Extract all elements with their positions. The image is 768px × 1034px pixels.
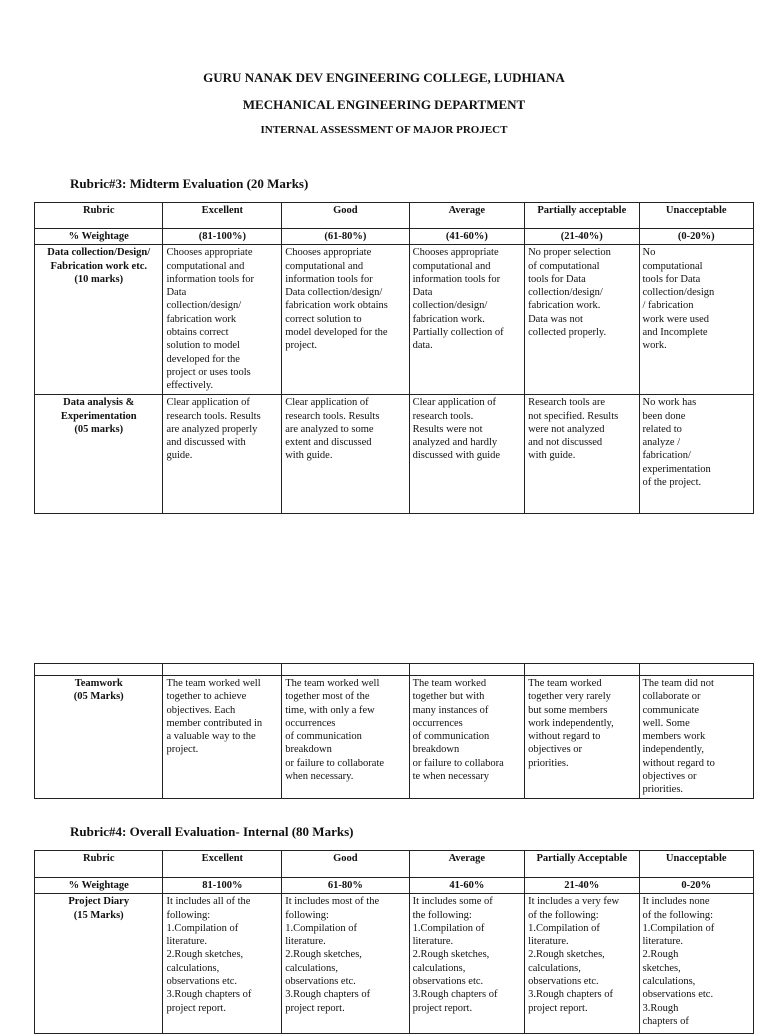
- rubric3-header-row: [35, 203, 754, 229]
- cell-line: model developed for the: [285, 327, 388, 339]
- cell-line: (10 marks): [74, 273, 124, 285]
- cell-line: are analyzed to some: [285, 423, 374, 435]
- cell-line: obtains correct: [166, 327, 229, 339]
- cell-line: calculations,: [285, 962, 338, 974]
- cell-line: calculations,: [642, 976, 696, 988]
- weightage-cell: % Weightage: [35, 878, 163, 894]
- cell-line: without regard to: [642, 757, 715, 769]
- rubric4-title: Rubric#4: Overall Evaluation- Internal (80 Marks): [70, 824, 354, 839]
- cell-line: occurrences: [285, 717, 336, 729]
- cell-line: of computational: [528, 260, 600, 272]
- cell-line: project report.: [528, 1002, 588, 1014]
- cell-line: correct solution to: [285, 313, 362, 325]
- cell-line: 1.Compilation of: [528, 922, 600, 934]
- cell-line: computational and: [412, 260, 491, 272]
- cell-line: collaborate or: [642, 691, 701, 703]
- teamwork-spacer-row: [35, 664, 754, 676]
- descriptor-cell: [282, 676, 409, 799]
- cell-line: The team worked: [412, 678, 487, 689]
- cell-line: work independently,: [528, 717, 614, 729]
- rubric3-header-cell: Average: [409, 203, 525, 229]
- descriptor-cell: [525, 894, 639, 1034]
- cell-line: work.: [642, 340, 667, 352]
- cell-line: observations etc.: [642, 989, 714, 1001]
- cell-line: literature.: [285, 936, 326, 948]
- cell-line: Teamwork: [74, 678, 123, 689]
- cell-line: observations etc.: [285, 976, 356, 988]
- descriptor-cell: [409, 245, 525, 395]
- cell-line: the following:: [412, 909, 472, 921]
- cell-line: The team worked well: [166, 678, 261, 689]
- cell-line: project.: [285, 340, 317, 352]
- cell-line: data.: [412, 340, 433, 352]
- cell-line: and discussed with: [166, 437, 246, 449]
- cell-line: discussed with guide: [412, 450, 501, 462]
- weightage-cell: 81-100%: [163, 878, 282, 894]
- cell-line: when necessary.: [285, 771, 354, 783]
- cell-line: developed for the: [166, 353, 240, 365]
- department-name: MECHANICAL ENGINEERING DEPARTMENT: [242, 97, 526, 112]
- cell-line: Chooses appropriate: [166, 247, 253, 259]
- cell-line: tools for Data: [528, 273, 586, 285]
- cell-line: fabrication work.: [412, 313, 485, 325]
- descriptor-cell: [409, 676, 525, 799]
- cell-line: research tools. Results: [285, 410, 380, 422]
- cell-line: project.: [166, 744, 199, 756]
- cell-line: The team worked well: [285, 678, 380, 689]
- descriptor-cell: [639, 395, 753, 514]
- cell-line: analyze /: [642, 437, 681, 449]
- cell-line: (05 Marks): [73, 691, 124, 703]
- cell-line: following:: [285, 909, 329, 921]
- cell-line: collection/design: [642, 287, 715, 299]
- descriptor-cell: [525, 245, 639, 395]
- cell-line: sketches,: [642, 962, 681, 974]
- cell-line: Chooses appropriate: [412, 247, 499, 259]
- cell-line: 1.Compilation of: [285, 922, 357, 934]
- cell-line: 1.Compilation of: [642, 922, 715, 934]
- cell-line: time, with only a few: [285, 704, 375, 716]
- teamwork-table: [34, 663, 754, 799]
- cell-line: fabrication work: [166, 313, 237, 325]
- cell-line: well. Some: [642, 717, 690, 729]
- cell-line: It includes a very few: [528, 896, 620, 908]
- cell-line: Data was not: [528, 313, 583, 325]
- college-name: GURU NANAK DEV ENGINEERING COLLEGE, LUDHIANA: [203, 70, 565, 85]
- criterion-cell: [35, 395, 163, 514]
- cell-line: Data: [412, 287, 433, 299]
- rubric4-table: [34, 850, 754, 1034]
- descriptor-cell: [409, 395, 525, 514]
- cell-line: Project Diary: [68, 896, 130, 908]
- cell-line: extent and discussed: [285, 437, 372, 449]
- cell-line: collection/design/: [528, 287, 603, 299]
- cell-line: work were used: [642, 313, 709, 325]
- cell-line: of communication: [285, 731, 362, 743]
- weightage-cell: 61-80%: [282, 878, 409, 894]
- cell-line: objectives or: [642, 771, 697, 783]
- rubric4-header-cell: Average: [409, 851, 525, 878]
- cell-line: Data collection/design/: [285, 287, 383, 299]
- descriptor-cell: [163, 676, 282, 799]
- cell-line: No: [642, 247, 656, 259]
- cell-line: literature.: [166, 936, 207, 948]
- cell-line: 2.Rough: [642, 949, 679, 961]
- cell-line: Data collection/Design/: [47, 247, 151, 259]
- cell-line: without regard to: [528, 731, 601, 743]
- cell-line: a valuable way to the: [166, 731, 256, 743]
- cell-line: calculations,: [166, 962, 220, 974]
- cell-line: guide.: [166, 450, 193, 462]
- weightage-cell: 0-20%: [639, 878, 753, 894]
- cell-line: te when necessary: [412, 771, 489, 783]
- cell-line: Results were not: [412, 423, 483, 435]
- rubric3-header-cell: Partially acceptable: [525, 203, 639, 229]
- descriptor-cell: [639, 245, 753, 395]
- rubric3-header-cell: Excellent: [163, 203, 282, 229]
- cell-line: occurrences: [412, 717, 463, 729]
- cell-line: 3.Rough: [642, 1002, 679, 1014]
- cell-line: related to: [642, 423, 682, 435]
- cell-line: information tools for: [285, 273, 373, 285]
- cell-line: project or uses tools: [166, 366, 251, 378]
- cell-line: and not discussed: [528, 437, 603, 449]
- cell-line: The team worked: [528, 678, 602, 689]
- rubric4-header-cell: Excellent: [163, 851, 282, 878]
- cell-line: experimentation: [642, 463, 711, 475]
- cell-line: and Incomplete: [642, 327, 708, 339]
- cell-line: 3.Rough chapters of: [528, 989, 613, 1001]
- descriptor-cell: [163, 894, 282, 1034]
- cell-line: It includes some of: [412, 896, 493, 908]
- rubric3-header-cell: Unacceptable: [639, 203, 753, 229]
- cell-line: No work has: [642, 397, 697, 409]
- cell-line: calculations,: [528, 962, 581, 974]
- cell-line: computational and: [285, 260, 364, 272]
- cell-line: were not analyzed: [528, 423, 605, 435]
- cell-line: 1.Compilation of: [166, 922, 239, 934]
- cell-line: 3.Rough chapters of: [412, 989, 498, 1001]
- table-row: [35, 894, 754, 1034]
- cell-line: objectives or: [528, 744, 583, 756]
- cell-line: information tools for: [166, 273, 254, 285]
- cell-line: literature.: [528, 936, 569, 948]
- descriptor-cell: [282, 245, 409, 395]
- cell-line: members work: [642, 731, 706, 743]
- weightage-cell: (81-100%): [163, 229, 282, 245]
- cell-line: together very rarely: [528, 691, 611, 703]
- rubric3-weightage-row: [35, 229, 754, 245]
- rubric3-header-cell: Good: [282, 203, 409, 229]
- cell-line: analyzed and hardly: [412, 437, 498, 449]
- table-row: [35, 676, 754, 799]
- cell-line: calculations,: [412, 962, 466, 974]
- cell-line: Partially collection of: [412, 327, 504, 339]
- cell-line: 2.Rough sketches,: [166, 949, 244, 961]
- cell-line: together but with: [412, 691, 485, 703]
- assessment-title: INTERNAL ASSESSMENT OF MAJOR PROJECT: [260, 124, 508, 136]
- cell-line: fabrication work obtains: [285, 300, 388, 312]
- rubric3-table: [34, 202, 754, 514]
- rubric4-header-cell: Rubric: [35, 851, 163, 878]
- cell-line: are analyzed properly: [166, 423, 258, 435]
- cell-line: collection/design/: [166, 300, 242, 312]
- descriptor-cell: [409, 894, 525, 1034]
- descriptor-cell: [525, 676, 639, 799]
- cell-line: of the following:: [642, 909, 714, 921]
- cell-line: Clear application of: [166, 397, 250, 409]
- cell-line: together to achieve: [166, 691, 247, 703]
- cell-line: Data analysis &: [63, 397, 135, 409]
- weightage-cell: % Weightage: [35, 229, 163, 245]
- cell-line: Research tools are: [528, 397, 606, 409]
- cell-line: tools for Data: [642, 273, 701, 285]
- cell-line: observations etc.: [412, 976, 484, 988]
- rubric4-header-cell: Good: [282, 851, 409, 878]
- rubric4-header-cell: Unacceptable: [639, 851, 753, 878]
- cell-line: priorities.: [528, 757, 569, 769]
- cell-line: 2.Rough sketches,: [528, 949, 605, 961]
- rubric3-header-cell: Rubric: [35, 203, 163, 229]
- cell-line: following:: [166, 909, 211, 921]
- cell-line: literature.: [412, 936, 454, 948]
- cell-line: The team did not: [642, 678, 714, 689]
- descriptor-cell: [525, 395, 639, 514]
- cell-line: 3.Rough chapters of: [285, 989, 371, 1001]
- weightage-cell: (0-20%): [639, 229, 753, 245]
- cell-line: computational: [642, 260, 703, 272]
- weightage-cell: (61-80%): [282, 229, 409, 245]
- cell-line: chapters of: [642, 1015, 689, 1027]
- cell-line: collected properly.: [528, 327, 607, 339]
- weightage-cell: (41-60%): [409, 229, 525, 245]
- cell-line: with guide.: [285, 450, 333, 462]
- cell-line: literature.: [642, 936, 684, 948]
- cell-line: fabrication/: [642, 450, 691, 462]
- descriptor-cell: [282, 894, 409, 1034]
- cell-line: or failure to collabora: [412, 757, 504, 769]
- cell-line: observations etc.: [528, 976, 599, 988]
- descriptor-cell: [639, 676, 753, 799]
- descriptor-cell: [163, 245, 282, 395]
- cell-line: observations etc.: [166, 976, 238, 988]
- criterion-cell: [35, 676, 163, 799]
- table-row: [35, 395, 754, 514]
- rubric3-title: Rubric#3: Midterm Evaluation (20 Marks): [70, 176, 309, 191]
- rubric4-weightage-row: [35, 878, 754, 894]
- cell-line: or failure to collaborate: [285, 757, 385, 769]
- cell-line: collection/design/: [412, 300, 488, 312]
- weightage-cell: 41-60%: [409, 878, 525, 894]
- cell-line: It includes all of the: [166, 896, 251, 908]
- cell-line: research tools. Results: [166, 410, 261, 422]
- cell-line: communicate: [642, 704, 700, 716]
- cell-line: together most of the: [285, 691, 370, 703]
- cell-line: been done: [642, 410, 686, 422]
- descriptor-cell: [639, 894, 753, 1034]
- cell-line: Clear application of: [412, 397, 496, 409]
- cell-line: information tools for: [412, 273, 501, 285]
- cell-line: effectively.: [166, 380, 214, 392]
- cell-line: breakdown: [285, 744, 332, 756]
- cell-line: fabrication work.: [528, 300, 601, 312]
- cell-line: project report.: [285, 1002, 345, 1014]
- cell-line: (15 Marks): [73, 909, 124, 921]
- cell-line: 2.Rough sketches,: [285, 949, 362, 961]
- cell-line: Chooses appropriate: [285, 247, 372, 259]
- cell-line: computational and: [166, 260, 245, 272]
- descriptor-cell: [163, 395, 282, 514]
- cell-line: research tools.: [412, 410, 474, 422]
- cell-line: member contributed in: [166, 717, 263, 729]
- cell-line: project report.: [166, 1002, 226, 1014]
- cell-line: Experimentation: [60, 410, 137, 422]
- cell-line: of the project.: [642, 477, 702, 489]
- cell-line: Fabrication work etc.: [50, 260, 147, 272]
- cell-line: of the following:: [528, 909, 599, 921]
- cell-line: of communication: [412, 731, 490, 743]
- criterion-cell: [35, 245, 163, 395]
- cell-line: but some members: [528, 704, 608, 716]
- cell-line: No proper selection: [528, 247, 611, 259]
- cell-line: It includes none: [642, 896, 710, 908]
- rubric4-header-row: [35, 851, 754, 878]
- criterion-cell: [35, 894, 163, 1034]
- cell-line: Data: [166, 287, 187, 299]
- cell-line: breakdown: [412, 744, 460, 756]
- cell-line: objectives. Each: [166, 704, 236, 716]
- cell-line: with guide.: [528, 450, 576, 462]
- cell-line: priorities.: [642, 784, 684, 796]
- cell-line: / fabrication: [642, 300, 694, 312]
- descriptor-cell: [282, 395, 409, 514]
- cell-line: It includes most of the: [285, 896, 380, 908]
- cell-line: project report.: [412, 1002, 473, 1014]
- cell-line: solution to model: [166, 340, 240, 352]
- cell-line: 3.Rough chapters of: [166, 989, 252, 1001]
- table-row: [35, 245, 754, 395]
- cell-line: not specified. Results: [528, 410, 619, 422]
- cell-line: 1.Compilation of: [412, 922, 485, 934]
- cell-line: Clear application of: [285, 397, 369, 409]
- cell-line: independently,: [642, 744, 704, 756]
- cell-line: many instances of: [412, 704, 489, 716]
- rubric4-header-cell: Partially Acceptable: [525, 851, 639, 878]
- cell-line: 2.Rough sketches,: [412, 949, 490, 961]
- weightage-cell: (21-40%): [525, 229, 639, 245]
- cell-line: (05 marks): [74, 423, 124, 435]
- weightage-cell: 21-40%: [525, 878, 639, 894]
